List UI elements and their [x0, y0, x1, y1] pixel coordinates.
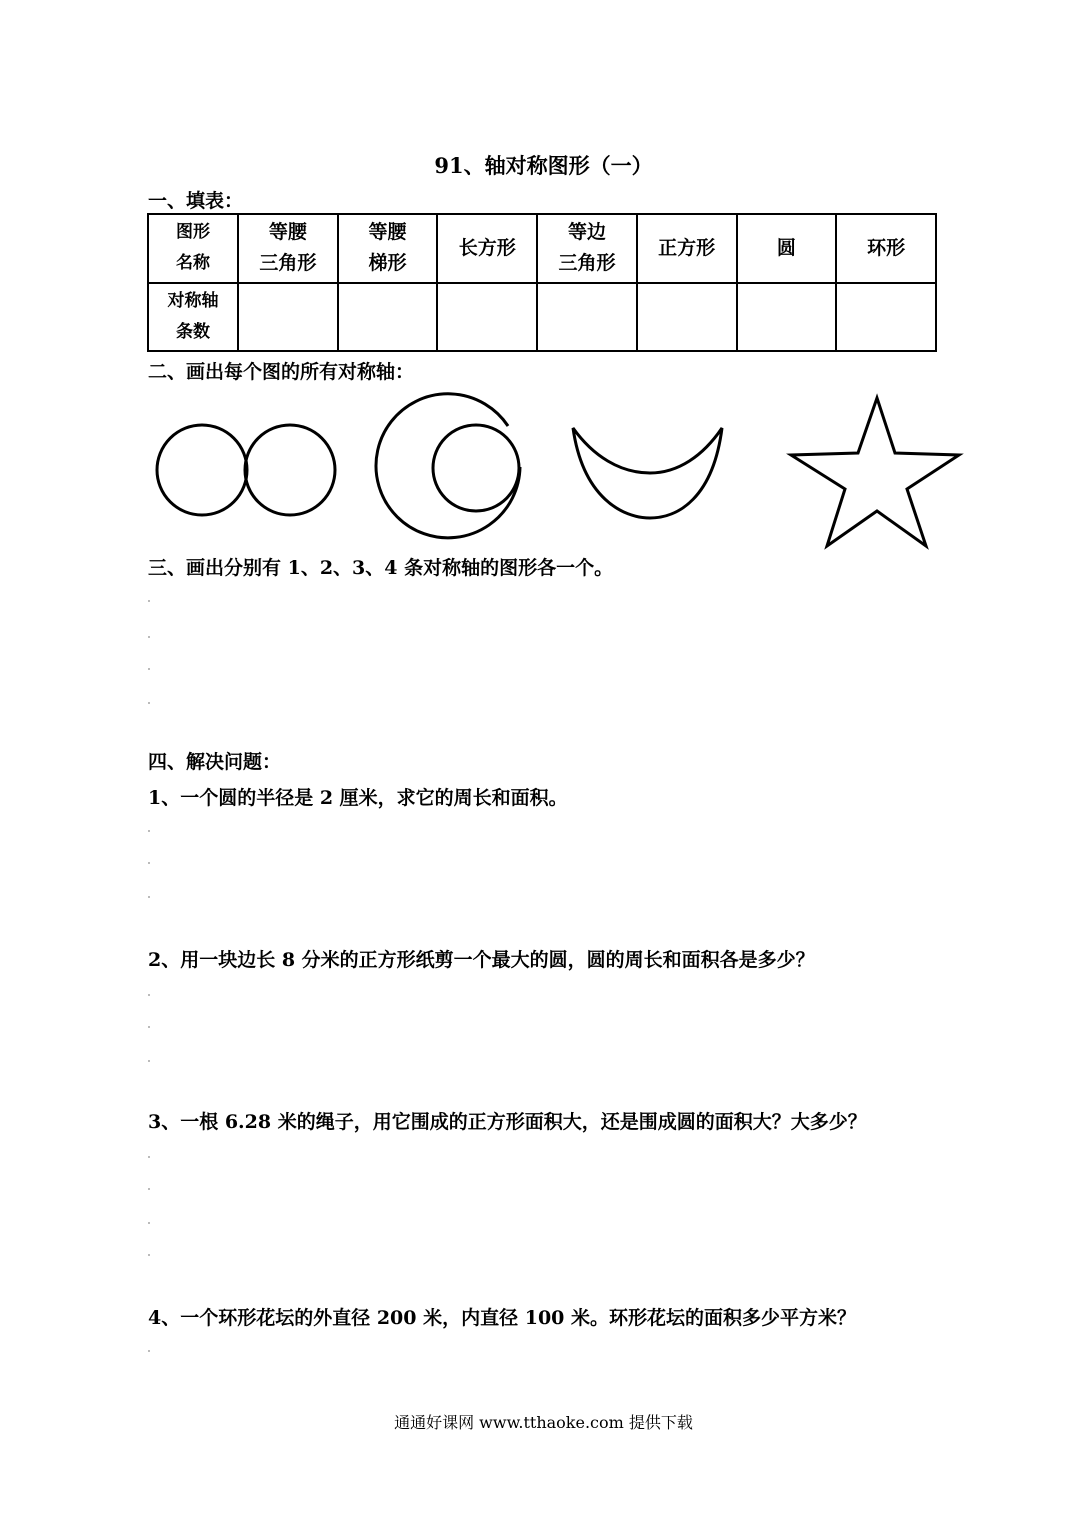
row-header-axes-line: 对称轴 — [167, 290, 219, 311]
row-header-axes — [148, 283, 238, 352]
margin-dot — [148, 702, 150, 704]
answer-cell[interactable] — [836, 283, 936, 352]
shape-name-cell — [338, 214, 438, 283]
shape-name-cell — [836, 214, 936, 283]
shape-name-line: 等边 — [567, 221, 606, 244]
shape-name-line: 等腰 — [368, 221, 407, 244]
row-header-name-line: 图形 — [176, 222, 210, 243]
margin-dot — [148, 1156, 150, 1158]
shape-name-cell — [637, 214, 737, 283]
table-row-names — [148, 214, 936, 283]
answer-cell[interactable] — [737, 283, 837, 352]
section-2-heading: 二、画出每个图的所有对称轴： — [148, 361, 415, 383]
margin-dot — [148, 636, 150, 638]
shape-name-line: 环形 — [867, 236, 906, 259]
answer-cell[interactable] — [338, 283, 438, 352]
problem-2: 2、用一块边长 8 分米的正方形纸剪一个最大的圆，圆的周长和面积各是多少？ — [148, 949, 815, 971]
crescent-moon-icon — [573, 428, 722, 518]
footer-credit: 通通好课网 www.tthaoke.com 提供下载 — [394, 1413, 693, 1432]
row-header-name-line: 名称 — [176, 253, 210, 274]
answer-cell[interactable] — [238, 283, 338, 352]
margin-dot — [148, 1060, 150, 1062]
answer-cell[interactable] — [437, 283, 537, 352]
problem-3: 3、一根 6.28 米的绳子，用它围成的正方形面积大，还是围成圆的面积大？大多少？ — [148, 1111, 867, 1133]
symmetry-figures — [148, 388, 968, 558]
two-circles-icon — [157, 425, 335, 515]
margin-dot — [148, 1188, 150, 1190]
margin-dot — [148, 830, 150, 832]
problem-4: 4、一个环形花坛的外直径 200 米，内直径 100 米。环形花坛的面积多少平方米？ — [148, 1307, 857, 1329]
margin-dot — [148, 862, 150, 864]
margin-dot — [148, 1254, 150, 1256]
shape-name-cell — [437, 214, 537, 283]
margin-dot — [148, 896, 150, 898]
shape-name-line: 梯形 — [368, 252, 407, 275]
margin-dot — [148, 1222, 150, 1224]
shape-name-line: 圆 — [776, 236, 796, 259]
section-3-heading: 三、画出分别有 1、2、3、4 条对称轴的图形各一个。 — [148, 557, 614, 579]
shape-name-line: 长方形 — [458, 236, 516, 259]
shape-name-cell — [737, 214, 837, 283]
margin-dot — [148, 1350, 150, 1352]
row-header-name — [148, 214, 238, 283]
answer-cell[interactable] — [637, 283, 737, 352]
row-header-axes-line: 条数 — [176, 321, 210, 342]
margin-dot — [148, 668, 150, 670]
table-row-axes — [148, 283, 936, 352]
shape-name-cell — [537, 214, 637, 283]
margin-dot — [148, 994, 150, 996]
shape-name-line: 三角形 — [558, 252, 616, 275]
crescent-circles-icon — [376, 394, 520, 538]
shape-name-cell — [238, 214, 338, 283]
star-icon — [791, 398, 959, 546]
section-4-heading: 四、解决问题： — [148, 751, 282, 773]
fill-table — [147, 213, 937, 352]
shape-name-line: 等腰 — [268, 221, 307, 244]
page-title: 91、轴对称图形（一） — [434, 153, 653, 178]
margin-dot — [148, 600, 150, 602]
margin-dot — [148, 1026, 150, 1028]
answer-cell[interactable] — [537, 283, 637, 352]
problem-1: 1、一个圆的半径是 2 厘米，求它的周长和面积。 — [148, 787, 568, 809]
shape-name-line: 三角形 — [259, 252, 317, 275]
shape-name-line: 正方形 — [658, 236, 716, 259]
section-1-heading: 一、填表： — [148, 190, 244, 212]
